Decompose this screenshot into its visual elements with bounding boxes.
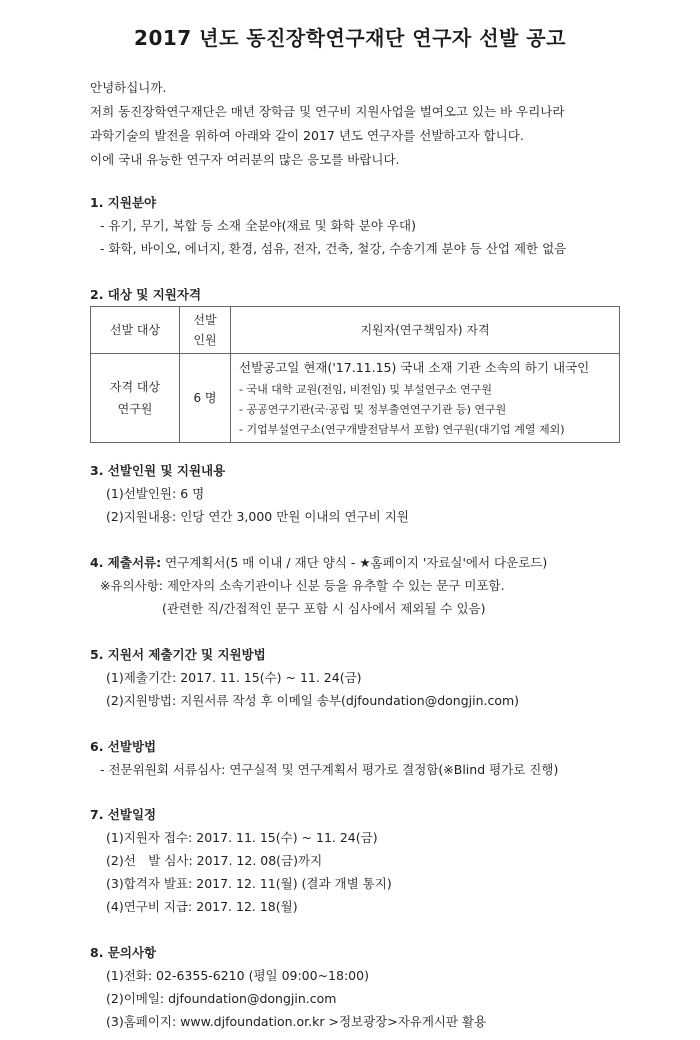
section-eligibility [90, 284, 201, 306]
header-qualification: 지원자(연구책임자) 자격 [231, 307, 620, 354]
list-item: (2)선 발 심사: 2017. 12. 08(금)까지 [106, 853, 323, 868]
list-item: - 전문위원회 서류심사: 연구실적 및 연구계획서 평가로 결정함(※Blind 평가로 진행) [100, 762, 559, 777]
section-support-field [90, 192, 566, 260]
list-item: (3)합격자 발표: 2017. 12. 11(월) (결과 개별 통지) [106, 876, 392, 891]
list-item: (2)이메일: djfoundation@dongjin.com [106, 991, 337, 1006]
documents-line [90, 551, 547, 574]
list-item: (2)지원내용: 인당 연간 3,000 만원 이내의 연구비 지원 [106, 509, 409, 524]
list-item: (1)선발인원: 6 명 [106, 486, 205, 501]
table-header-row [91, 307, 620, 354]
section-schedule [90, 804, 392, 918]
intro-line: 안녕하십니까. [90, 80, 167, 95]
cell-qualification [231, 354, 620, 443]
section-heading: 6. 선발방법 [90, 739, 157, 754]
list-item: (4)연구비 지급: 2017. 12. 18(월) [106, 899, 298, 914]
section-heading: 4. 제출서류: [90, 555, 162, 570]
list-item: (1)제출기간: 2017. 11. 15(수) ~ 11. 24(금) [106, 670, 362, 685]
qualification-item: - 공공연구기관(국·공립 및 정부출연연구기관 등) 연구원 [239, 403, 507, 416]
qualification-main: 선발공고일 현재('17.11.15) 국내 소재 기관 소속의 하기 내국인 [239, 360, 590, 375]
list-item: - 유기, 무기, 복합 등 소재 全분야(재료 및 화학 분야 우대) [100, 218, 416, 233]
note-detail: (관련한 직/간접적인 문구 포함 시 심사에서 제외될 수 있음) [162, 601, 486, 616]
intro-line: 이에 국내 유능한 연구자 여러분의 많은 응모를 바랍니다. [90, 152, 400, 167]
note-text: ※유의사항: 제안자의 소속기관이나 신분 등을 유추할 수 있는 문구 미포함. [100, 578, 505, 593]
qualification-item: - 국내 대학 교원(전임, 비전임) 및 부설연구소 연구원 [239, 383, 493, 396]
section-heading: 5. 지원서 제출기간 및 지원방법 [90, 647, 266, 662]
section-application [90, 644, 519, 712]
header-count-line: 인원 [193, 333, 217, 347]
cell-target [91, 354, 180, 443]
section-heading: 1. 지원분야 [90, 195, 157, 210]
intro-paragraph [90, 76, 564, 172]
section-selection-content [90, 460, 409, 528]
cell-target-line: 연구원 [117, 402, 153, 416]
list-item: (1)전화: 02-6355-6210 (평일 09:00~18:00) [106, 968, 369, 983]
qualification-item: - 기업부설연구소(연구개발전담부서 포함) 연구원(대기업 계열 제외) [239, 423, 565, 436]
header-count [180, 307, 231, 354]
cell-count: 6 명 [180, 354, 231, 443]
page-title: 2017 년도 동진장학연구재단 연구자 선발 공고 [134, 26, 566, 50]
list-item: - 화학, 바이오, 에너지, 환경, 섬유, 전자, 건축, 철강, 수송기계 분야 등 산업 제한 없음 [100, 241, 567, 256]
list-item: (2)지원방법: 지원서류 작성 후 이메일 송부(djfoundation@dongjin.com) [106, 693, 520, 708]
section-heading: 7. 선발일정 [90, 807, 157, 822]
cell-target-line: 자격 대상 [109, 380, 161, 394]
header-target: 선발 대상 [91, 307, 180, 354]
section-selection-method [90, 736, 558, 781]
list-item: (3)홈페이지: www.djfoundation.or.kr >정보광장>자유게시판 활용 [106, 1014, 487, 1029]
intro-line: 과학기술의 발전을 위하여 아래와 같이 2017 년도 연구자를 선발하고자 합니다. [90, 128, 524, 143]
section-documents [90, 551, 547, 620]
documents-text: 연구계획서(5 매 이내 / 재단 양식 - ★홈페이지 '자료실'에서 다운로드) [161, 555, 548, 570]
section-heading: 2. 대상 및 지원자격 [90, 287, 202, 302]
header-count-line: 선발 [193, 313, 217, 327]
intro-line: 저희 동진장학연구재단은 매년 장학금 및 연구비 지원사업을 벌여오고 있는 바 우리나라 [90, 104, 565, 119]
list-item: (1)지원자 접수: 2017. 11. 15(수) ~ 11. 24(금) [106, 830, 378, 845]
section-contact [90, 942, 486, 1033]
section-heading: 8. 문의사항 [90, 945, 157, 960]
eligibility-table [90, 306, 620, 443]
section-heading: 3. 선발인원 및 지원내용 [90, 463, 226, 478]
table-row [91, 354, 620, 443]
